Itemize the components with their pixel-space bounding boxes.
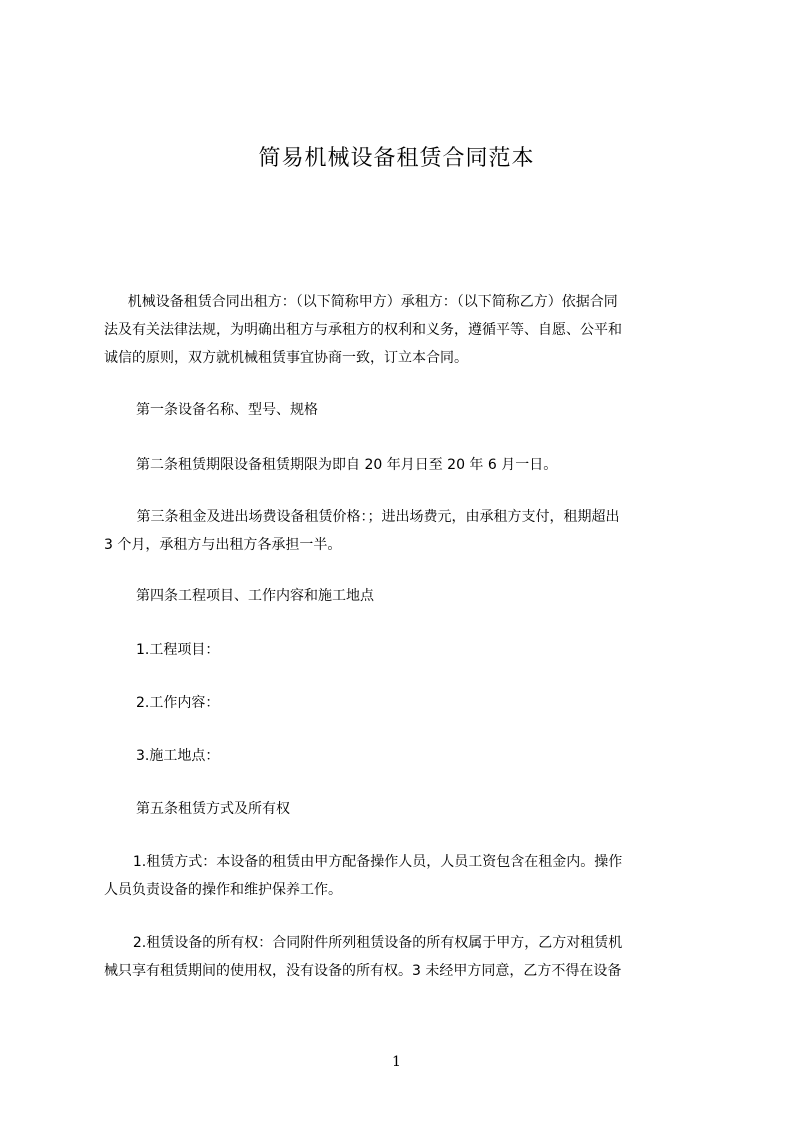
article-5-heading: 第五条租赁方式及所有权 — [136, 801, 290, 817]
text-line: 机械设备租赁合同出租方：（以下简称甲方）承租方：（以下简称乙方）依据合同 — [110, 294, 618, 310]
text-line: 诚信的原则，双方就机械租赁事宜协商一致，订立本合同。 — [104, 350, 468, 366]
text-line: 3 个月，承租方与出租方各承担一半。 — [104, 537, 342, 553]
text-line: 1.租赁方式：本设备的租赁由甲方配备操作人员，人员工资包含在租金内。操作 — [124, 854, 623, 870]
text-line: 法及有关法律法规，为明确出租方与承租方的权利和义务，遵循平等、自愿、公平和 — [104, 322, 622, 338]
article-4-heading: 第四条工程项目、工作内容和施工地点 — [136, 588, 374, 604]
text-line: 人员负责设备的操作和维护保养工作。 — [104, 882, 342, 898]
document-title: 简易机械设备租赁合同范本 — [258, 146, 535, 171]
text-line: 2.租赁设备的所有权：合同附件所列租赁设备的所有权属于甲方，乙方对租赁机 — [124, 935, 623, 951]
page-number: 1 — [392, 1054, 401, 1070]
article-2-text: 第二条租赁期限设备租赁期限为即自 20 年月日至 20 年 6 月一日。 — [136, 457, 558, 473]
text-line: 第三条租金及进出场费设备租赁价格：；进出场费元，由承租方支付，租期超出 — [132, 509, 620, 525]
article-1-heading: 第一条设备名称、型号、规格 — [136, 402, 318, 418]
item-project: 1.工程项目： — [136, 642, 220, 658]
item-work-content: 2.工作内容： — [136, 695, 220, 711]
item-site: 3.施工地点： — [136, 748, 220, 764]
text-line: 械只享有租赁期间的使用权，没有设备的所有权。3 未经甲方同意，乙方不得在设备 — [104, 963, 622, 979]
